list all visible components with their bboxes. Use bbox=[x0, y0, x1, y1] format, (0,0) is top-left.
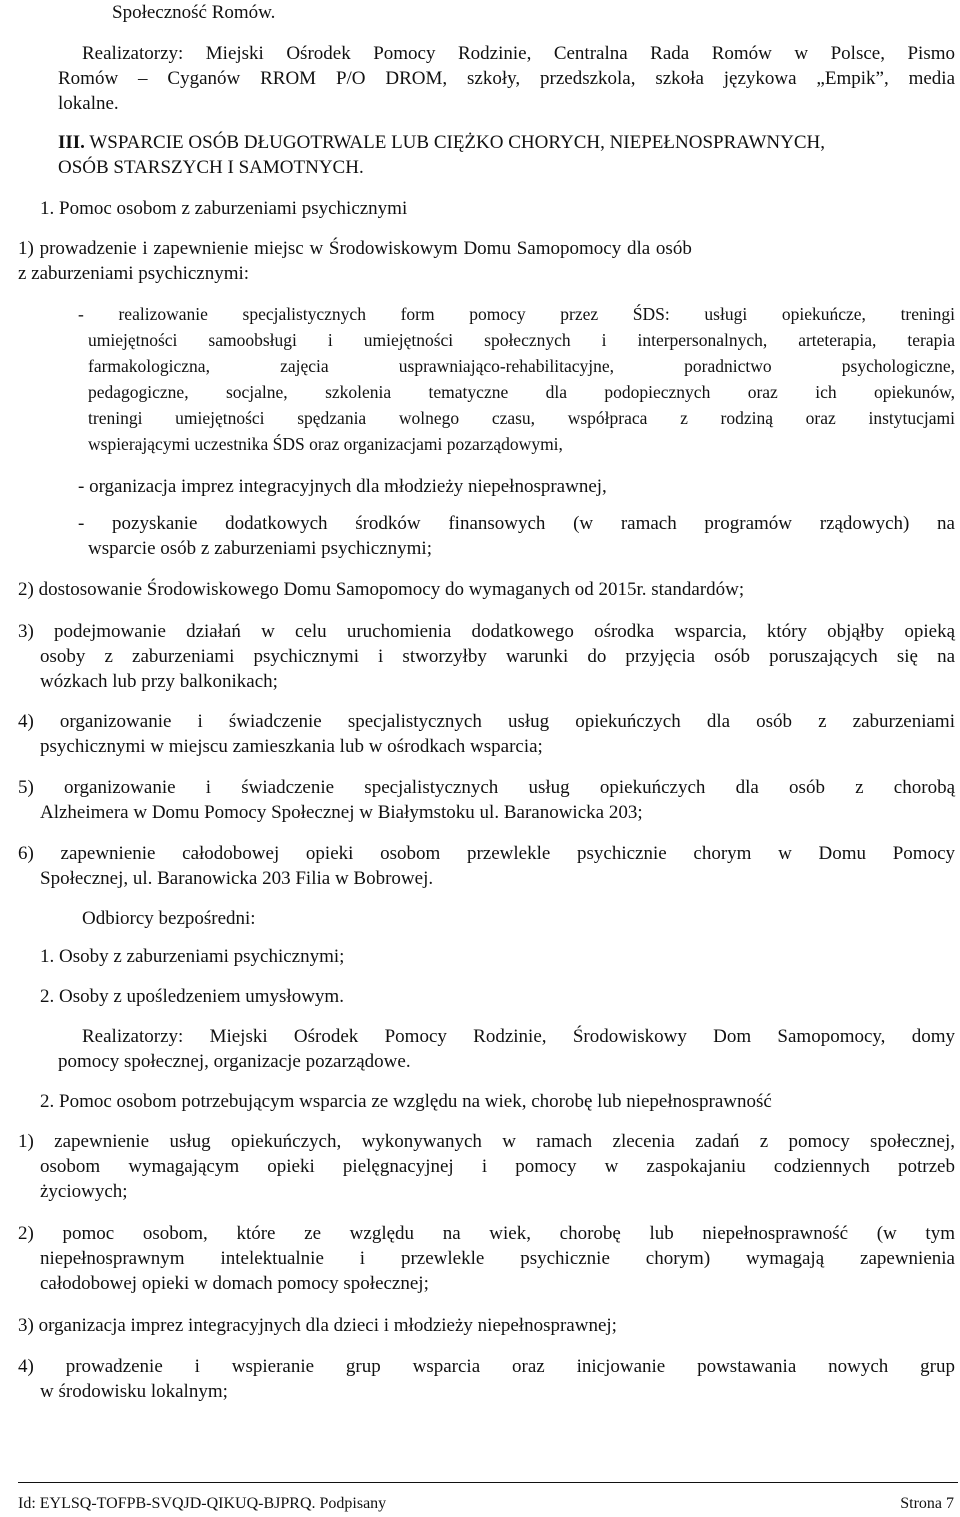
bullet-line: - realizowanie specjalistycznych form pomocy przez ŚDS: usługi opiekuńcze, treningi bbox=[78, 304, 955, 324]
paragraph-line: Realizatorzy: Miejski Ośrodek Pomocy Rodzinie, Centralna Rada Romów w Polsce, Pismo bbox=[82, 43, 955, 64]
section-title: WSPARCIE OSÓB DŁUGOTRWALE LUB CIĘŻKO CHORYCH, NIEPEŁNOSPRAWNYCH, bbox=[84, 132, 825, 153]
paragraph-line: pomocy społecznej, organizacje pozarządowe. bbox=[58, 1051, 411, 1072]
recipient-item: 2. Osoby z upośledzeniem umysłowym. bbox=[40, 986, 344, 1007]
list-item: 6) zapewnienie całodobowej opieki osobom przewlekle psychicznie chorym w Domu Pomocy bbox=[18, 843, 955, 864]
subsection-heading bbox=[40, 197, 407, 221]
list-item: 3) organizacja imprez integracyjnych dla dzieci i młodzieży niepełnosprawnej; bbox=[18, 1315, 617, 1336]
list-item: w środowisku lokalnym; bbox=[40, 1381, 228, 1402]
paragraph-line: Romów – Cyganów RROM P/O DROM, szkoły, przedszkola, szkoła językowa „Empik”, media bbox=[58, 68, 955, 89]
list-item: Alzheimera w Domu Pomocy Społecznej w Białymstoku ul. Baranowicka 203; bbox=[40, 802, 643, 823]
list-item: niepełnosprawnym intelektualnie i przewlekle psychicznie chorym) wymagają zapewnienia bbox=[40, 1248, 955, 1269]
subsection-number: 1. bbox=[40, 198, 55, 219]
list-item: 2) pomoc osobom, które ze względu na wiek, chorobę lub niepełnosprawność (w tym bbox=[18, 1223, 955, 1244]
recipients-label: Odbiorcy bezpośredni: bbox=[82, 908, 256, 929]
bullet-line: wspierającymi uczestnika ŚDS oraz organizacjami pozarządowymi, bbox=[88, 434, 563, 454]
list-item: wózkach lub przy balkonikach; bbox=[40, 671, 278, 692]
list-item: 2) dostosowanie Środowiskowego Domu Samopomocy do wymaganych od 2015r. standardów; bbox=[18, 579, 745, 600]
list-item: osoby z zaburzeniami psychicznymi i stworzyłby warunki do przyjęcia osób poruszających się na bbox=[40, 646, 955, 667]
footer-divider bbox=[18, 1482, 958, 1483]
bullet-line: wsparcie osób z zaburzeniami psychicznymi; bbox=[88, 538, 432, 559]
subsection-heading: 2. Pomoc osobom potrzebującym wsparcia ze względu na wiek, chorobę lub niepełnosprawność bbox=[40, 1091, 772, 1112]
footer-id: Id: EYLSQ-TOFPB-SVQJD-QIKUQ-BJPRQ. Podpisany bbox=[18, 1495, 387, 1512]
section-heading-line2: OSÓB STARSZYCH I SAMOTNYCH. bbox=[58, 157, 364, 178]
list-item: 4) organizowanie i świadczenie specjalistycznych usług opiekuńczych dla osób z zaburzeniami bbox=[18, 711, 955, 732]
list-item: 3) podejmowanie działań w celu uruchomienia dodatkowego ośrodka wsparcia, który objąłby opieką bbox=[18, 621, 955, 642]
list-item: Społecznej, ul. Baranowicka 203 Filia w Bobrowej. bbox=[40, 868, 434, 889]
bullet-line: - pozyskanie dodatkowych środków finansowych (w ramach programów rządowych) na bbox=[78, 513, 955, 534]
list-item: osobom wymagającym opieki pielęgnacyjnej i pomocy w zaspokajaniu codziennych potrzeb bbox=[40, 1156, 955, 1177]
subsection-title: Pomoc osobom z zaburzeniami psychicznymi bbox=[54, 198, 408, 219]
paragraph-line: Realizatorzy: Miejski Ośrodek Pomocy Rodzinie, Środowiskowy Dom Samopomocy, domy bbox=[82, 1026, 955, 1047]
text-line: Społeczność Romów. bbox=[112, 2, 276, 23]
paragraph-line: lokalne. bbox=[58, 93, 119, 114]
section-number: III. bbox=[58, 132, 85, 153]
bullet-line: - organizacja imprez integracyjnych dla młodzieży niepełnosprawnej, bbox=[78, 476, 607, 497]
list-item: psychicznymi w miejscu zamieszkania lub w ośrodkach wsparcia; bbox=[40, 736, 543, 757]
bullet-line: umiejętności samoobsługi i umiejętności społecznych i interpersonalnych, arteterapia, terapia bbox=[88, 330, 955, 350]
list-item: życiowych; bbox=[40, 1181, 128, 1202]
section-heading bbox=[58, 131, 825, 155]
list-item: z zaburzeniami psychicznymi: bbox=[18, 263, 250, 284]
page-number: Strona 7 bbox=[900, 1495, 954, 1512]
bullet-line: pedagogiczne, socjalne, szkolenia tematyczne dla podopiecznych oraz ich opiekunów, bbox=[88, 382, 955, 402]
list-item: 4) prowadzenie i wspieranie grup wsparcia oraz inicjowanie powstawania nowych grup bbox=[18, 1356, 955, 1377]
list-item: 5) organizowanie i świadczenie specjalistycznych usług opiekuńczych dla osób z chorobą bbox=[18, 777, 955, 798]
list-item: całodobowej opieki w domach pomocy społecznej; bbox=[40, 1273, 429, 1294]
bullet-line: farmakologiczna, zajęcia usprawniająco-rehabilitacyjne, poradnictwo psychologiczne, bbox=[88, 356, 955, 376]
list-item: 1) zapewnienie usług opiekuńczych, wykonywanych w ramach zlecenia zadań z pomocy społecznej, bbox=[18, 1131, 955, 1152]
bullet-line: treningi umiejętności spędzania wolnego czasu, współpraca z rodziną oraz instytucjami bbox=[88, 408, 955, 428]
list-item: 1) prowadzenie i zapewnienie miejsc w Środowiskowym Domu Samopomocy dla osób bbox=[18, 238, 692, 259]
recipient-item: 1. Osoby z zaburzeniami psychicznymi; bbox=[40, 946, 345, 967]
